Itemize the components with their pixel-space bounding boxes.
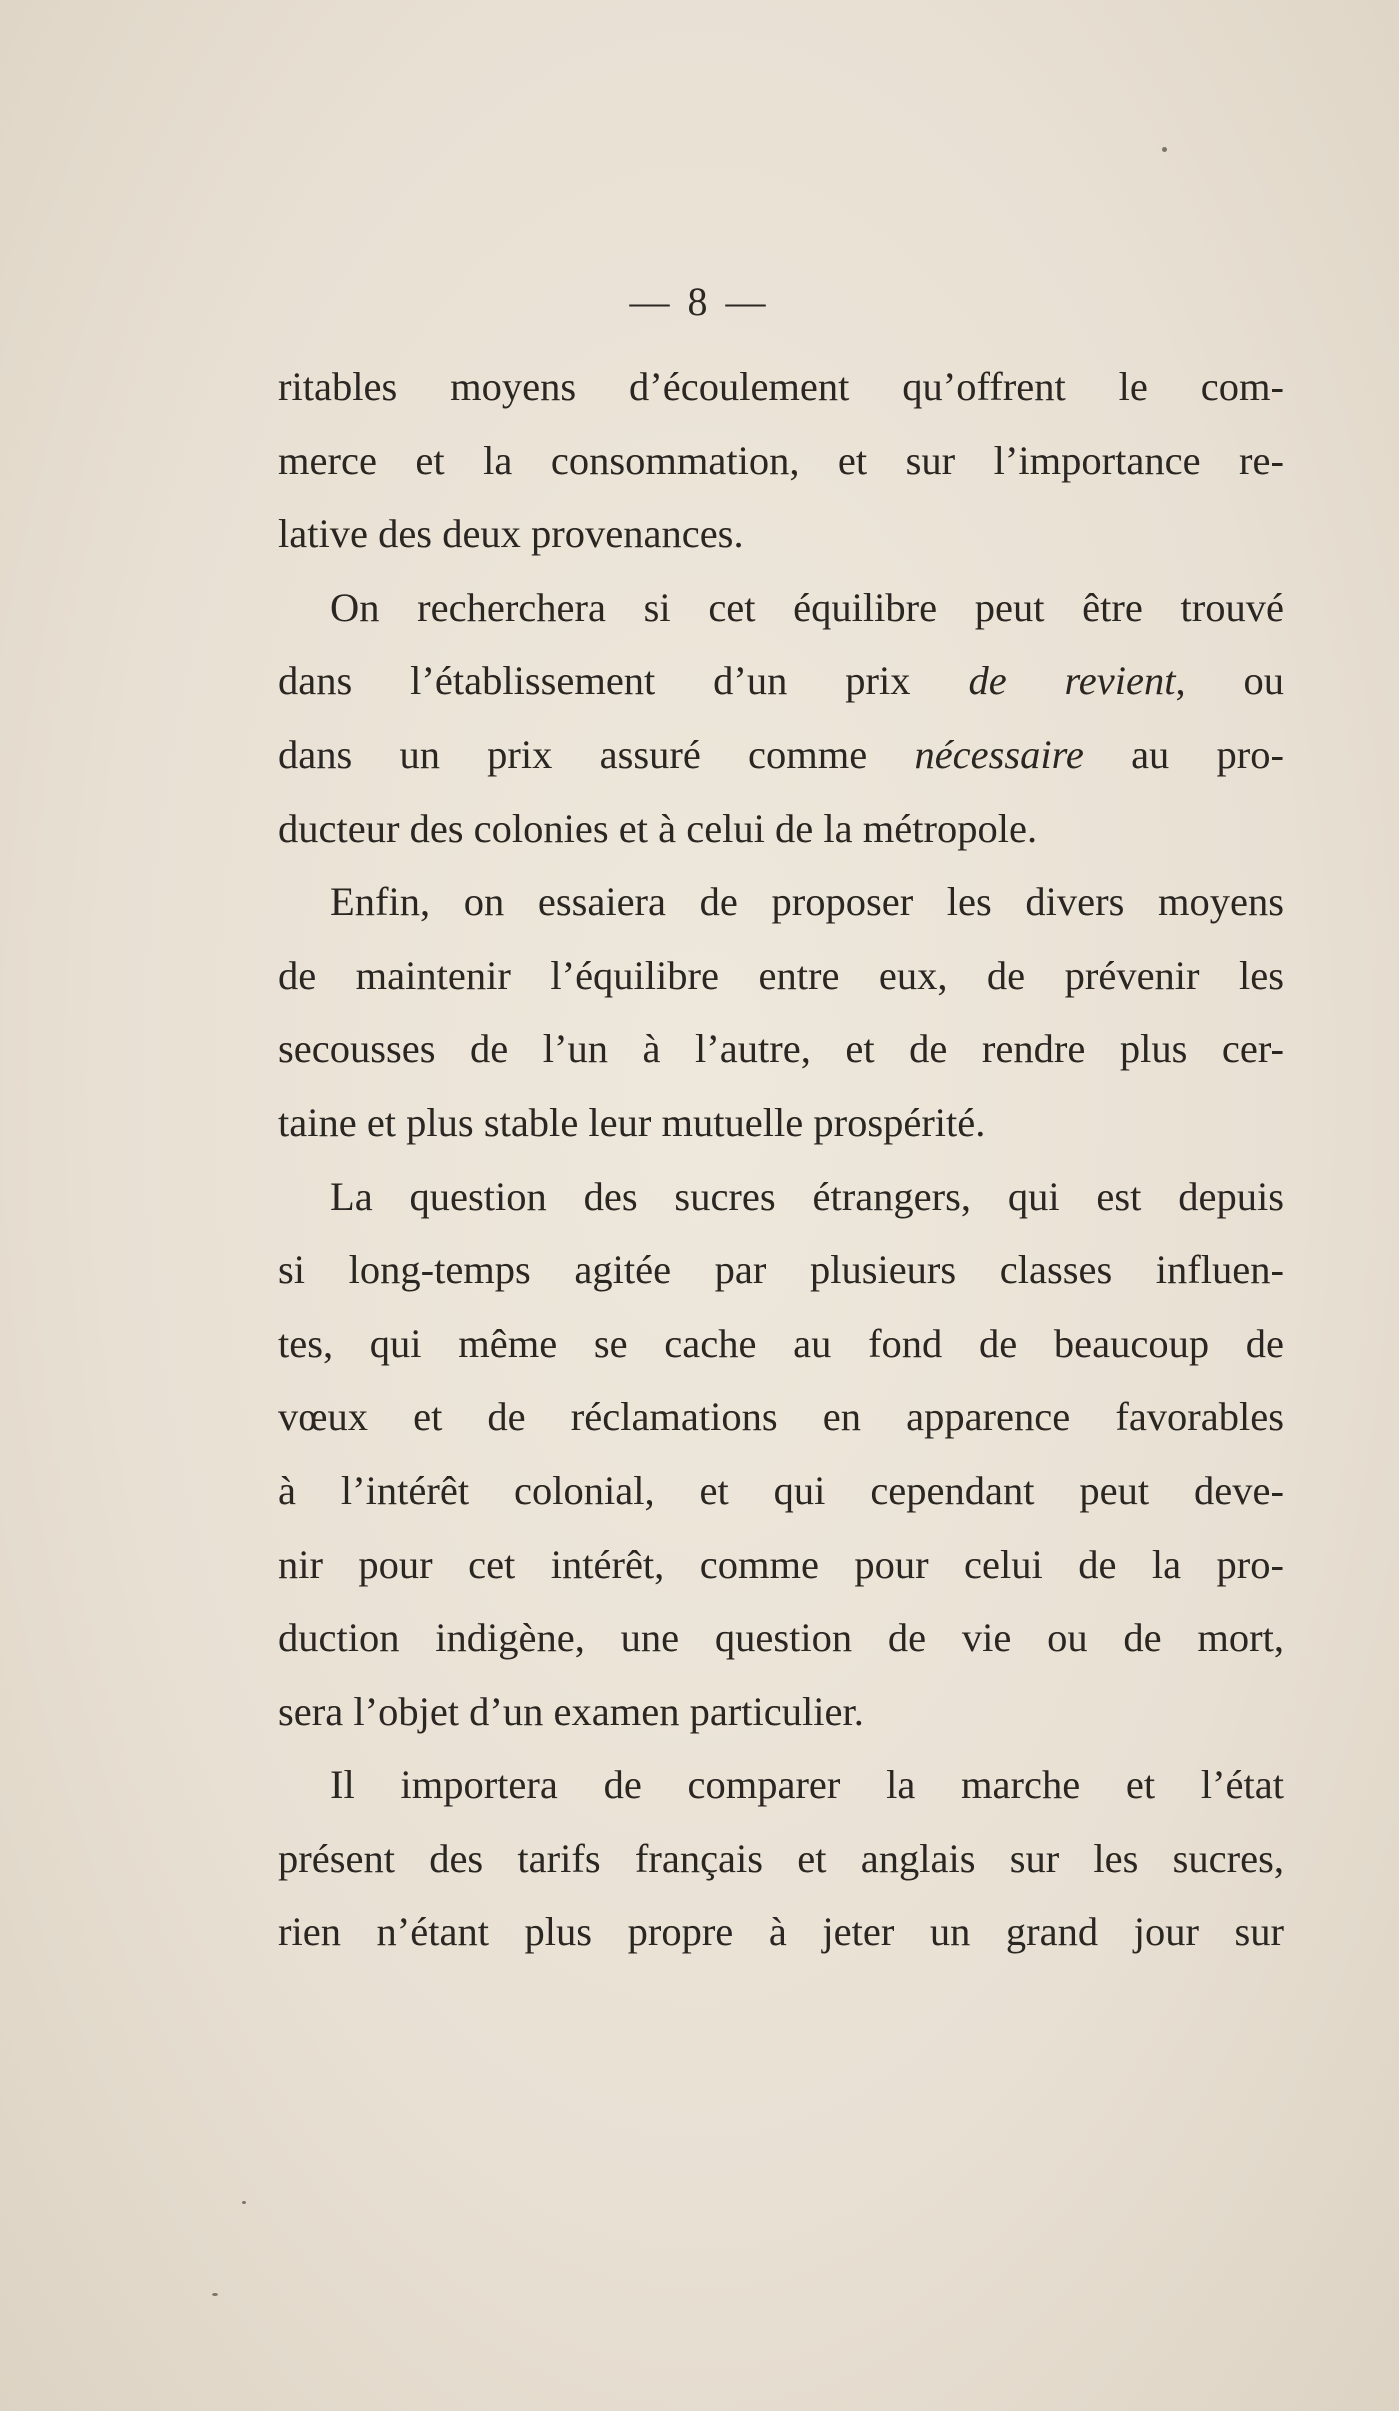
italic-term: nécessaire (914, 731, 1084, 777)
paper-speck (1162, 147, 1167, 152)
text-line: lative des deux provenances. (278, 511, 744, 557)
text-line: rien n’étant plus propre à jeter un grand jour sur (278, 1909, 1284, 1955)
text-line: ducteur des colonies et à celui de la métropole. (278, 805, 1038, 851)
paper-speck (212, 2293, 218, 2296)
italic-term: de revient (968, 658, 1176, 704)
text-line: sera l’objet d’un examen particulier. (278, 1688, 864, 1734)
text-line: vœux et de réclamations en apparence favorables (278, 1394, 1284, 1440)
text-line: taine et plus stable leur mutuelle prospérité. (278, 1099, 986, 1145)
text-line: tes, qui même se cache au fond de beaucoup de (278, 1320, 1284, 1366)
page-number: — 8 — (629, 279, 770, 324)
text-line: merce et la consommation, et sur l’importance re- (278, 437, 1284, 483)
text-line: ritables moyens d’écoulement qu’offrent le com- (278, 364, 1284, 409)
text-line: dans un prix assuré comme nécessaire au pro- (278, 731, 1284, 777)
text-line: duction indigène, une question de vie ou de mort, (278, 1615, 1284, 1661)
text-line: nir pour cet intérêt, comme pour celui de la pro- (278, 1541, 1284, 1587)
text-line: si long-temps agitée par plusieurs classes influen- (278, 1247, 1284, 1293)
text-line: présent des tarifs français et anglais sur les sucres, (278, 1835, 1284, 1881)
text-line: La question des sucres étrangers, qui est depuis (330, 1173, 1284, 1219)
text-line: de maintenir l’équilibre entre eux, de prévenir les (278, 952, 1284, 998)
body-text (278, 350, 1284, 1969)
text-line: Enfin, on essaiera de proposer les divers moyens (330, 879, 1284, 925)
text-line: dans l’établissement d’un prix de revient, ou (278, 658, 1285, 704)
text-line: Il importera de comparer la marche et l’état (330, 1762, 1284, 1808)
text-line: secousses de l’un à l’autre, et de rendre plus cer- (278, 1026, 1284, 1072)
paper-speck (242, 2201, 246, 2204)
text-line: On recherchera si cet équilibre peut être trouvé (330, 584, 1284, 630)
text-line: à l’intérêt colonial, et qui cependant peut deve- (278, 1467, 1284, 1513)
